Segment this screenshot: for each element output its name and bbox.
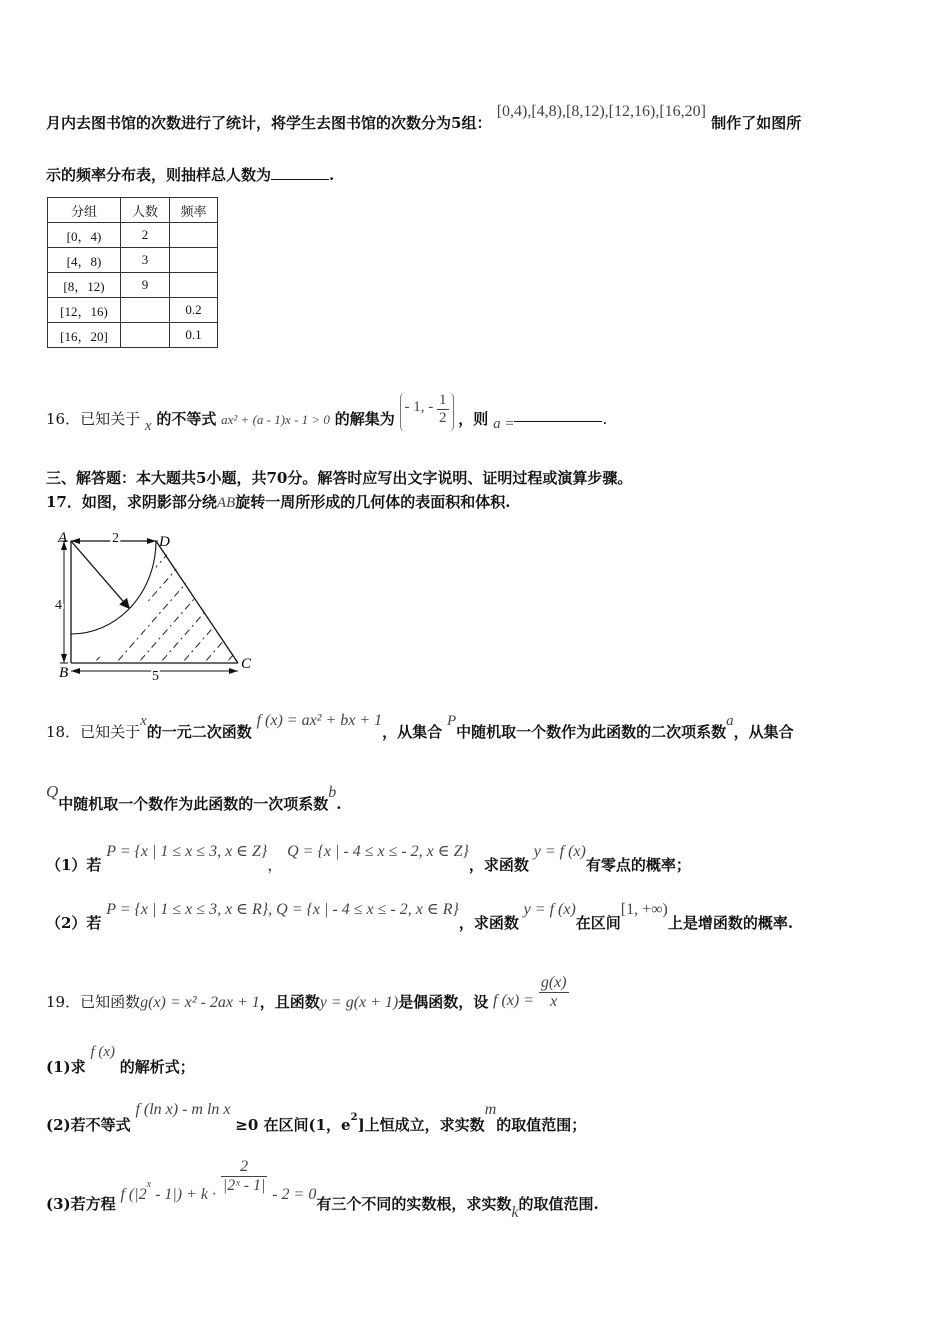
q19-p2-c: ]上恒成立，求实数	[357, 1116, 485, 1134]
table-cell: 2	[121, 223, 170, 248]
table-row	[48, 273, 218, 298]
q19-p2-expr: f (ln x) - m ln x	[135, 1101, 231, 1118]
q19-part3	[46, 1158, 599, 1221]
table-row	[48, 223, 218, 248]
q19-text-c: 是偶函数，设	[398, 992, 489, 1011]
q18-coef-a: a	[726, 713, 734, 729]
q18-var-x: x	[140, 713, 147, 729]
q19-p3-den: |2ˣ - 1|	[222, 1177, 266, 1194]
q19-f-frac	[539, 974, 569, 1011]
table-cell: [0，4)	[48, 223, 121, 248]
q17-label-a: A	[58, 530, 68, 546]
q19-p3-b: 有三个不同的实数根，求实数	[316, 1194, 512, 1213]
q19-y: y = g(x + 1)	[319, 993, 399, 1011]
q17-len-ad: 2	[112, 531, 119, 546]
table-cell: 3	[121, 248, 170, 273]
q19-p1-f: f (x)	[90, 1044, 116, 1060]
q17-label-c: C	[241, 656, 252, 672]
q19-p2-d: 的取值范围；	[496, 1116, 587, 1134]
q19-p1-b: 的解析式；	[119, 1058, 195, 1076]
q19-p1-label: (1)	[46, 1058, 71, 1076]
q16-text-c: ，则	[458, 410, 489, 428]
q17-figure	[44, 526, 264, 686]
q18-part2-pq: P = {x | 1 ≤ x ≤ 3, x ∈ R}, Q = {x | - 4 ≤ x ≤ - 2, x ∈ R}	[106, 901, 459, 918]
answer-blank	[271, 179, 329, 180]
q16-var-a: a =	[493, 416, 515, 432]
q15-line1-text: 月内去图书馆的次数进行了统计，将学生去图书馆的次数分为5组：	[46, 114, 492, 132]
q19-p2-a: 若不等式	[70, 1116, 131, 1134]
q15-line1	[46, 103, 802, 133]
table-cell: [12，16)	[48, 298, 121, 323]
table-cell	[170, 248, 218, 273]
q15-line1-tail: 制作了如图所	[711, 114, 802, 132]
q17-label-d: D	[159, 534, 170, 550]
q19-p3-a: 若方程	[70, 1194, 116, 1213]
q15-line2	[46, 164, 334, 185]
q16-half	[437, 392, 449, 427]
q19-f-left: f (x) =	[493, 991, 535, 1009]
table-cell: 9	[121, 273, 170, 298]
q17-shading	[44, 526, 264, 686]
q19-part1	[46, 1040, 195, 1076]
q18-set-q: Q	[46, 782, 59, 801]
q17-label-b: B	[59, 665, 69, 681]
q18-part1-text: ，求函数	[468, 856, 529, 874]
table-header-row	[48, 198, 218, 223]
q18-line1	[46, 709, 794, 745]
q19-p3-left: f (|2	[120, 1185, 147, 1203]
q16-text-b: 的解集为	[334, 410, 395, 428]
table-row	[48, 298, 218, 323]
q17-len-bc: 5	[152, 669, 159, 684]
q18-text-f: 中随机取一个数作为此函数的一次项系数	[58, 795, 329, 813]
q19-p3-num: 2	[221, 1158, 268, 1177]
q19-p2-b: ≥0 在区间(1，e	[235, 1116, 351, 1134]
q19-p3-right: - 2 = 0	[272, 1185, 317, 1203]
table-cell	[121, 298, 170, 323]
table-cell: 0.1	[170, 323, 218, 348]
q15-intervals: [0,4),[4,8),[8,12),[12,16),[16,20]	[496, 103, 706, 120]
q19-p3-c: 的取值范围.	[518, 1194, 599, 1213]
q18-part2-label: （2）若	[46, 914, 102, 932]
q18-part2-mid: 在区间	[575, 914, 621, 932]
q18-part1-p: P = {x | 1 ≤ x ≤ 3, x ∈ Z}	[106, 843, 268, 860]
q16-var-x: x	[144, 418, 152, 434]
table-header: 频率	[170, 198, 218, 223]
q16-line	[46, 392, 607, 432]
q19-p2-m: m	[484, 1101, 497, 1118]
table-cell: [8，12)	[48, 273, 121, 298]
q18-part1-q: Q = {x | - 4 ≤ x ≤ - 2, x ∈ Z}	[287, 843, 469, 860]
q19-p3-frac	[221, 1158, 268, 1195]
q18-coef-b: b	[328, 784, 337, 801]
q18-part2-interval: [1, +∞)	[620, 901, 668, 918]
table-header: 分组	[48, 198, 121, 223]
q18-part1-y: y = f (x)	[533, 843, 586, 860]
q16-interval-left: - 1, -	[404, 399, 434, 415]
q15-line2-text: 示的频率分布表，则抽样总人数为	[46, 166, 272, 184]
q18-part2-y: y = f (x)	[523, 901, 576, 918]
q17-radius-arrow	[71, 541, 129, 608]
q19-p3-label: (3)	[46, 1194, 71, 1213]
q19-p3-x: x	[146, 1178, 152, 1190]
frequency-table	[47, 197, 218, 348]
q19-p2-label: (2)	[46, 1116, 71, 1134]
q18-text-e: ，从集合	[733, 723, 794, 741]
table-cell: [4，8)	[48, 248, 121, 273]
q19-text-a: 19．已知函数	[46, 992, 141, 1011]
table-cell	[170, 273, 218, 298]
q18-part2-tail: 上是增函数的概率.	[667, 914, 794, 932]
table-cell: [16，20]	[48, 323, 121, 348]
q17-text-b: 旋转一周所形成的几何体的表面积和体积.	[235, 493, 511, 511]
q17-line	[46, 491, 510, 512]
q17-edge-dc	[156, 541, 238, 663]
q19-f-num: g(x)	[540, 974, 567, 991]
table-header: 人数	[121, 198, 170, 223]
answer-blank	[514, 421, 602, 422]
q18-part1-label: （1）若	[46, 856, 102, 874]
q19-p1-a: 求	[70, 1058, 86, 1076]
q19-f-den: x	[550, 993, 558, 1010]
q18-part2	[46, 898, 793, 934]
q19-text-b: ，且函数	[259, 992, 320, 1011]
q18-part1-sep: ，	[267, 856, 283, 874]
q19-p2-sup: 2	[350, 1112, 358, 1123]
table-row	[48, 323, 218, 348]
q18-set-p: P	[446, 713, 457, 729]
q16-end: .	[602, 410, 608, 428]
table-cell: 0.2	[170, 298, 218, 323]
q16-solution-set	[400, 392, 454, 432]
q17-ab: AB	[216, 495, 236, 511]
q18-part1	[46, 840, 691, 876]
q18-part2-text: ，求函数	[458, 914, 519, 932]
q18-func: f (x) = ax² + bx + 1	[256, 712, 383, 729]
section-heading: 三、解答题：本大题共5小题，共70分。解答时应写出文字说明、证明过程或演算步骤。	[46, 469, 633, 487]
table-row	[48, 248, 218, 273]
q19-g: g(x) = x² - 2ax + 1	[140, 993, 260, 1011]
q19-line	[46, 958, 569, 1011]
table-cell	[170, 223, 218, 248]
q16-text-a: 的不等式	[156, 410, 217, 428]
q18-text-d: 中随机取一个数作为此函数的二次项系数	[456, 723, 727, 741]
q17-len-ab: 4	[55, 598, 62, 613]
q18-text-g: .	[336, 795, 342, 813]
q16-inequality: ax² + (a - 1)x - 1 > 0	[221, 412, 330, 427]
q19-p3-k: k	[511, 1203, 519, 1221]
q19-p3-mid: - 1|) + k ·	[151, 1185, 217, 1203]
q18-text-b: 的一元二次函数	[146, 723, 252, 741]
q16-number: 16．已知关于	[46, 410, 141, 428]
q16-half-num: 1	[439, 392, 447, 408]
q18-text-a: 18．已知关于	[46, 723, 141, 741]
q19-part2	[46, 1098, 586, 1134]
q18-line2	[46, 781, 342, 817]
q17-text-a: 17．如图，求阴影部分绕	[46, 493, 217, 511]
q18-part1-tail: 有零点的概率；	[585, 856, 691, 874]
q18-text-c: ，从集合	[382, 723, 443, 741]
table-cell	[121, 323, 170, 348]
q15-end: .	[329, 166, 335, 184]
q16-half-den: 2	[439, 410, 447, 426]
